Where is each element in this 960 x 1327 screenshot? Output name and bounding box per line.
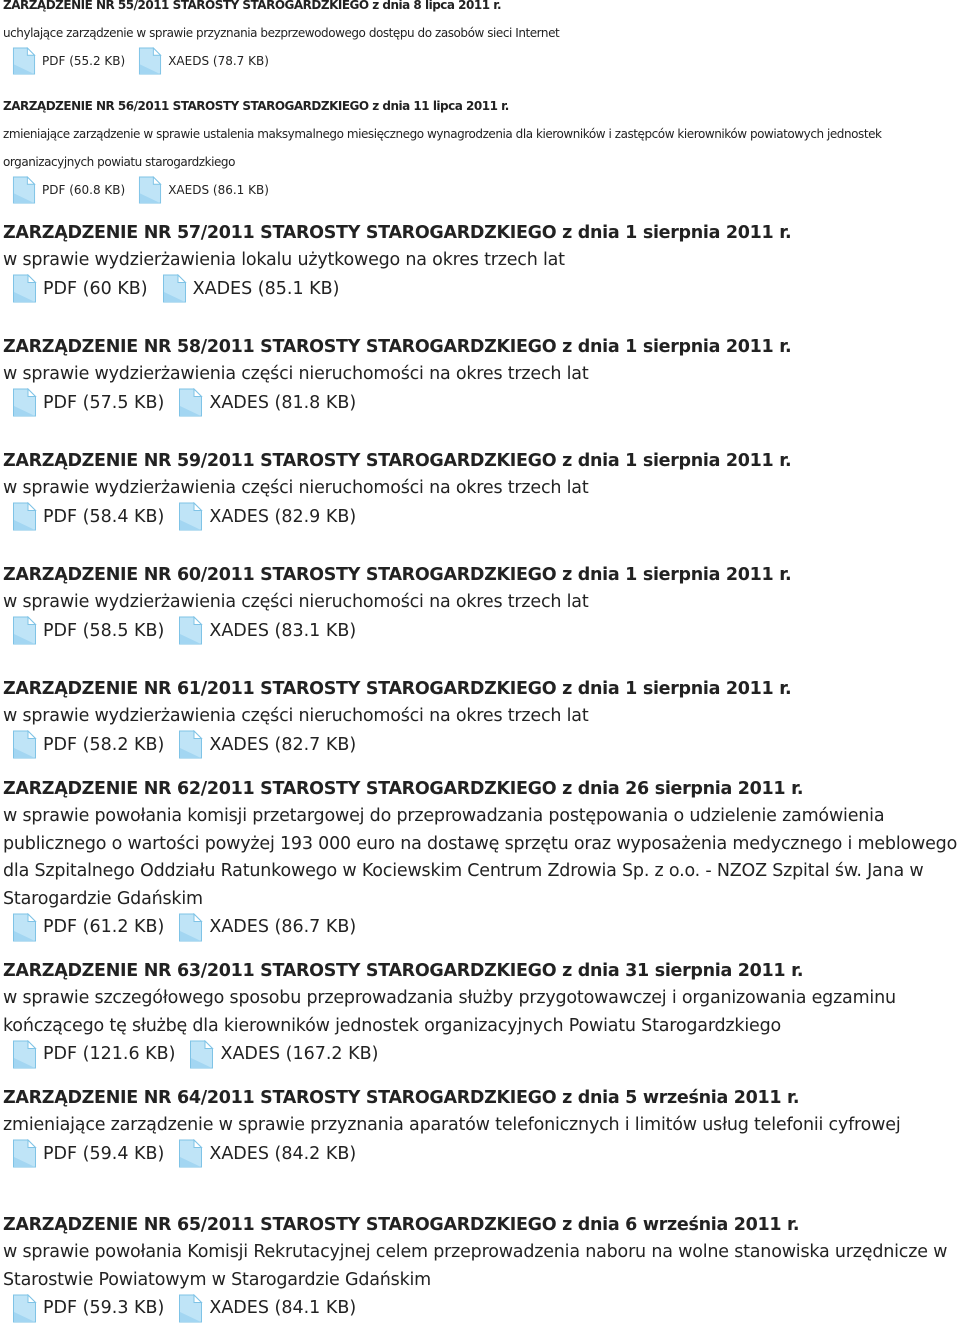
- entry-description: w sprawie wydzierżawienia części nieruchomości na okres trzech lat: [3, 706, 589, 726]
- entry-title: ZARZĄDZENIE NR 62/2011 STAROSTY STAROGARDZKIEGO z dnia 26 sierpnia 2011 r.: [3, 779, 804, 799]
- pdf-download-link[interactable]: [12, 388, 164, 417]
- entry-title: ZARZĄDZENIE NR 60/2011 STAROSTY STAROGARDZKIEGO z dnia 1 sierpnia 2011 r.: [3, 565, 792, 585]
- pdf-download-link[interactable]: [12, 616, 164, 645]
- entry-description: zmieniające zarządzenie w sprawie przyznania aparatów telefonicznych i limitów usług telefonii cyfrowej: [3, 1115, 901, 1135]
- xades-download-link[interactable]: [178, 616, 356, 645]
- entry-title: ZARZĄDZENIE NR 59/2011 STAROSTY STAROGARDZKIEGO z dnia 1 sierpnia 2011 r.: [3, 451, 792, 471]
- entry-title: ZARZĄDZENIE NR 56/2011 STAROSTY STAROGARDZKIEGO z dnia 11 lipca 2011 r.: [3, 99, 509, 113]
- entry-title: ZARZĄDZENIE NR 64/2011 STAROSTY STAROGARDZKIEGO z dnia 5 września 2011 r.: [3, 1088, 800, 1108]
- xades-download-link[interactable]: [178, 1139, 356, 1168]
- pdf-download-link[interactable]: [12, 47, 125, 75]
- file-icon: [178, 913, 203, 942]
- pdf-download-link[interactable]: [12, 1139, 164, 1168]
- xades-download-link[interactable]: [178, 1294, 356, 1323]
- attachment-label: XADES (81.8 KB): [209, 392, 357, 413]
- attachment-label: XADES (82.7 KB): [209, 734, 357, 755]
- attachment-label: PDF (55.2 KB): [42, 54, 126, 68]
- attachment-label: XADES (86.7 KB): [209, 917, 357, 937]
- entry-description: w sprawie powołania komisji przetargowej do przeprowadzania postępowania o udzielenie zamówienia publicznego o wartości powyżej 193 000 euro na dostawę sprzętu oraz wyposażenia medycznego i meblowego dla Szpitalnego Oddziału Ratunkowego w Kociewskim Centrum Zdrowia Sp. z o.o. - NZOZ Szpital św. Jana w Starogardzie Gdańskim: [3, 806, 958, 909]
- document-entry: [3, 675, 958, 759]
- attachment-list: [12, 913, 958, 941]
- entry-title: ZARZĄDZENIE NR 61/2011 STAROSTY STAROGARDZKIEGO z dnia 1 sierpnia 2011 r.: [3, 679, 792, 699]
- attachment-label: PDF (121.6 KB): [43, 1044, 176, 1064]
- file-icon: [178, 388, 203, 417]
- attachment-list: [12, 275, 958, 303]
- xades-download-link[interactable]: [178, 388, 356, 417]
- document-entry: [3, 92, 958, 204]
- document-entry: [3, 219, 958, 303]
- xades-download-link[interactable]: [138, 176, 269, 204]
- attachment-label: PDF (59.4 KB): [43, 1143, 165, 1164]
- file-icon: [12, 913, 37, 942]
- attachment-label: PDF (60.8 KB): [42, 183, 126, 197]
- xades-download-link[interactable]: [178, 730, 356, 759]
- entry-description: w sprawie powołania Komisji Rekrutacyjnej celem przeprowadzenia naboru na wolne stanowiska urzędnicze w Starostwie Powiatowym w Starogardzie Gdańskim: [3, 1242, 948, 1290]
- attachment-list: [12, 617, 958, 645]
- pdf-download-link[interactable]: [12, 730, 164, 759]
- entry-description: uchylające zarządzenie w sprawie przyznania bezprzewodowego dostępu do zasobów sieci Internet: [3, 26, 560, 40]
- xades-download-link[interactable]: [138, 47, 269, 75]
- attachment-list: [12, 176, 958, 204]
- attachment-label: PDF (58.4 KB): [43, 506, 165, 527]
- entry-description: w sprawie szczegółowego sposobu przeprowadzania służby przygotowawczej i organizowania egzaminu kończącego tę służbę dla kierowników jednostek organizacyjnych Powiatu Starogardzkiego: [3, 988, 896, 1036]
- document-entry: [3, 333, 958, 417]
- file-icon: [12, 274, 37, 303]
- document-entry: [3, 775, 958, 941]
- file-icon: [12, 388, 37, 417]
- attachment-list: [12, 389, 958, 417]
- entry-description: w sprawie wydzierżawienia części nieruchomości na okres trzech lat: [3, 592, 589, 612]
- attachment-list: [12, 503, 958, 531]
- entry-title: ZARZĄDZENIE NR 65/2011 STAROSTY STAROGARDZKIEGO z dnia 6 września 2011 r.: [3, 1215, 800, 1235]
- pdf-download-link[interactable]: [12, 1040, 175, 1069]
- attachment-label: PDF (59.3 KB): [43, 1298, 165, 1318]
- file-icon: [12, 1139, 37, 1168]
- attachment-list: [12, 47, 958, 75]
- attachment-label: XADES (84.2 KB): [209, 1143, 357, 1164]
- attachment-list: [12, 1040, 958, 1068]
- xades-download-link[interactable]: [189, 1040, 378, 1069]
- document-entry: [3, 447, 958, 531]
- document-entry: [3, 1211, 958, 1322]
- document-entry: [3, 957, 958, 1068]
- pdf-download-link[interactable]: [12, 502, 164, 531]
- file-icon: [12, 1294, 37, 1323]
- attachment-label: XADES (167.2 KB): [220, 1044, 379, 1064]
- document-entry: [3, 0, 958, 75]
- entry-title: ZARZĄDZENIE NR 57/2011 STAROSTY STAROGARDZKIEGO z dnia 1 sierpnia 2011 r.: [3, 223, 792, 243]
- attachment-label: PDF (58.2 KB): [43, 734, 165, 755]
- file-icon: [12, 1040, 37, 1069]
- file-icon: [12, 616, 37, 645]
- file-icon: [12, 502, 37, 531]
- pdf-download-link[interactable]: [12, 1294, 164, 1323]
- file-icon: [12, 47, 36, 75]
- xades-download-link[interactable]: [178, 913, 356, 942]
- entry-title: ZARZĄDZENIE NR 63/2011 STAROSTY STAROGARDZKIEGO z dnia 31 sierpnia 2011 r.: [3, 961, 804, 981]
- file-icon: [178, 1139, 203, 1168]
- pdf-download-link[interactable]: [12, 274, 148, 303]
- attachment-label: PDF (60 KB): [43, 278, 148, 299]
- entry-description: w sprawie wydzierżawienia części nieruchomości na okres trzech lat: [3, 478, 589, 498]
- entry-description: zmieniające zarządzenie w sprawie ustalenia maksymalnego miesięcznego wynagrodzenia dla kierowników i zastępców kierowników powiatowych jednostek organizacyjnych powiatu starogardzkiego: [3, 127, 882, 169]
- attachment-label: XAEDS (78.7 KB): [168, 54, 269, 68]
- file-icon: [138, 47, 162, 75]
- attachment-list: [12, 1294, 958, 1322]
- file-icon: [189, 1040, 214, 1069]
- attachment-label: PDF (58.5 KB): [43, 620, 165, 641]
- xades-download-link[interactable]: [178, 502, 356, 531]
- attachment-label: PDF (57.5 KB): [43, 392, 165, 413]
- attachment-label: XADES (85.1 KB): [192, 278, 340, 299]
- file-icon: [178, 616, 203, 645]
- attachment-label: PDF (61.2 KB): [43, 917, 165, 937]
- file-icon: [178, 502, 203, 531]
- pdf-download-link[interactable]: [12, 176, 125, 204]
- attachment-list: [12, 1140, 958, 1168]
- file-icon: [138, 176, 162, 204]
- attachment-label: XADES (84.1 KB): [209, 1298, 357, 1318]
- file-icon: [178, 730, 203, 759]
- file-icon: [12, 176, 36, 204]
- document-entry: [3, 1084, 958, 1168]
- entry-title: ZARZĄDZENIE NR 58/2011 STAROSTY STAROGARDZKIEGO z dnia 1 sierpnia 2011 r.: [3, 337, 792, 357]
- attachment-label: XADES (83.1 KB): [209, 620, 357, 641]
- xades-download-link[interactable]: [162, 274, 340, 303]
- attachment-list: [12, 731, 958, 759]
- document-entry: [3, 561, 958, 645]
- file-icon: [162, 274, 187, 303]
- attachment-label: XAEDS (86.1 KB): [168, 183, 269, 197]
- attachment-label: XADES (82.9 KB): [209, 506, 357, 527]
- file-icon: [178, 1294, 203, 1323]
- pdf-download-link[interactable]: [12, 913, 164, 942]
- entry-title: ZARZĄDZENIE NR 55/2011 STAROSTY STAROGARDZKIEGO z dnia 8 lipca 2011 r.: [3, 0, 502, 12]
- entry-description: w sprawie wydzierżawienia lokalu użytkowego na okres trzech lat: [3, 250, 565, 270]
- file-icon: [12, 730, 37, 759]
- entry-description: w sprawie wydzierżawienia części nieruchomości na okres trzech lat: [3, 364, 589, 384]
